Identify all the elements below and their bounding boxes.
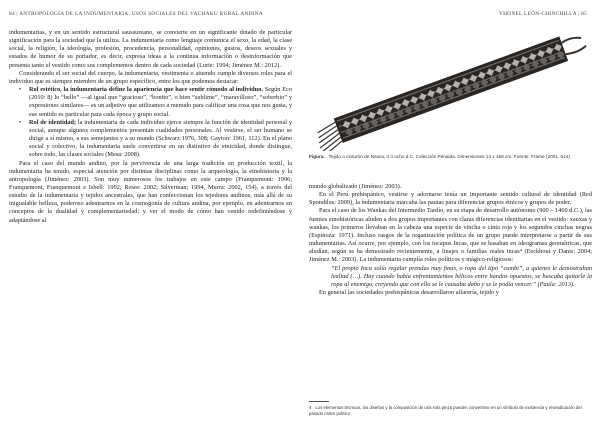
figure-image — [309, 29, 592, 151]
belt-stripe — [343, 57, 565, 139]
list-item-text: la indumentaria de cada individuo ejerce siempre la función de identidad personal y social, aunque algunos complementos presentan cualidades personales. Al vestirse, el ser humano se dirige a sí mismo, a sus semejantes y a su mundo (Schwarz:1976, 308; Gayton: 1961, 112). En el plano social y colectivo, la indumentaria suele convertirse en un distintivo de etnicidad, donde distingue, sobre todo, las clases sociales (Mesa: 2008). — [29, 118, 292, 159]
list-item — [9, 119, 292, 160]
belt-tie — [561, 35, 581, 45]
paragraph: mundo globalizado (Jiménez: 2003). — [309, 183, 402, 190]
footnote-number: 4 — [309, 405, 312, 410]
figure-caption — [309, 154, 592, 160]
woven-belt-illustration — [309, 29, 592, 151]
belt-tie — [565, 46, 586, 56]
belt-group — [310, 29, 591, 151]
footnote — [309, 405, 592, 417]
figure-label: Figura. — [309, 154, 325, 159]
paragraph: Para el caso de los Wankas del Intermedio Tardío, en su etapa de desarrollo autónomo (900 – 1460 d.C.), las fuentes etnohistóricas aluden a dos grupos importantes con claras diferencias identitarias en el vestido: xauxas y wankas, los primeros llevaban en la cabeza una especie de vincha o cinta roja y los segundos cinchas negras (Espinoza: 1971). Incluso rasgos de la organización política de un grupo puede interpretarse a partir de sus indumentarias. Así ocurre, por ejemplo, con los tocapus Incas, que se basaban en ideogramas geométricas, que aludían, según se ha demostrado recientemente, a linajes o familias reales incas⁴ (Eeckhout y Danis: 2004; Jiménez M.: 2003). La indumentaria cumplía roles políticos y mágico-religiosos: — [309, 207, 592, 264]
left-text-column — [9, 29, 292, 225]
page-number-right: 85 — [581, 11, 587, 17]
footnote-text: Los elementos técnicos, los diseños y la composición de una sola pieza pueden convertirse en un símbolo de existencia y reivindicación del pasado orden político — [309, 405, 582, 416]
belt-stripe — [337, 40, 559, 122]
paragraph: En el Perú prehispánico, vestirse y adornarse tenía un importante sentido cultural de identidad (Red Spondilus: 2009), la indumentaria marcaba las pautas para diferenciar grupos étnicos y grupos de poder. — [309, 191, 592, 207]
header-separator: | — [16, 11, 20, 17]
paragraph: Para el caso del mundo andino, por la pervivencia de una larga tradición en producción textil, la indumentaria ha tenido, especial atención por distintas disciplinas como la arqueología, la etnohistoria y la antropología (Jiménez: 2003). Son muy numerosos los trabajos en este campo (Franquemont: 1996; Franquemont, Franquemont e Isbell: 1992; Rowe: 2002; Silverman; 1994, Murra: 2002, 154), a través del estudio de la indumentaria y tejidos ancestrales, que han confeccionan los tejedores andinos, más allá de su inigualable belleza, poderoso adentrarnos en la cosmogonía de cultura andina, por ejemplo, en adentrarnos en conceptos de la dualidad y complementariedad; y ver el modo de cómo han venido redefiniéndose y adaptándose al — [9, 159, 292, 224]
list-item-text: Según Eco (2010: 8) lo “bello” —al igual que “gracioso”, “bonito”, o bien “sublime”, “maravilloso”, “soberbio” y expresiones similares— es un adjetivo que utilizamos a menudo para calificar una cosa que nos gusta, y ese sentido es particular para cada época y grupo social. — [29, 86, 292, 118]
paragraph: indumentarias, y en un sentido estructural saussureano, se convierte en un significante dotado de particular significación para la sociedad que la utiliza. La indumentaria como lenguaje comunica el sexo, la edad, la clase social, la religión, la ideología, profesión, procedencia, personalidad, opiniones, gustos, deseos sexuales y estados de humor de su portador, es decir, expresa ideas a la continua información o desinformación que presenta tanto el vestido como sus complementos dentro de cada sociedad (Lurie: 1994; Jiménez M.: 2012). — [9, 29, 292, 69]
running-header-left — [9, 11, 263, 17]
book-title: ANTROPOLOGÍA DE LA INDUMENTARIA: USOS SOCIALES DEL VACHAKU RURAL ANDINA — [19, 11, 264, 17]
paragraph: En general las sociedades prehispánicas desarrollaron alfarería, tejido y — [319, 289, 499, 297]
footnote-rule — [309, 401, 329, 402]
running-header-right — [499, 11, 587, 17]
block-quote: “El propio Inca solía regalar prendas muy finas, o ropa del tipo “cumbi”, a quienes le demostraban lealtad (…). Hay cuando había enfrentamientos bélicos entre bandos opuestos, se buscaba quitarle la ropa al enemigo, creyendo que con ello se le causaba daño y se le podía vencer.” (Paula: 2013). — [331, 264, 592, 288]
right-text-column — [309, 183, 592, 297]
belt-body — [334, 36, 568, 143]
list-item-lead: Rol estético, la indumentaria define la apariencia que hace sentir cómodo al individuo. — [29, 86, 263, 94]
author-name: YHONEL LEÓN-CHINCHILLA — [498, 11, 577, 17]
page-number-left: 84 — [9, 11, 15, 17]
header-separator: | — [578, 11, 582, 17]
paragraph: Considerando el ser social del cuerpo, la indumentaria, vestimenta o atuendo cumple diversos roles para el individuo que es siempre miembro de un grupo específico, entre los que podemos destacar: — [9, 69, 292, 85]
list-item — [9, 86, 292, 119]
figure-caption-text: Tejido o cinturón de Nasca, 4 ó ocho d.C. Colección Pénaida. Dimensiones 14 x 168 cm. Fuente: Frame (2001, 514) — [328, 154, 570, 159]
role-list — [9, 86, 292, 159]
list-item-lead: Rol de identidad; — [29, 118, 77, 126]
